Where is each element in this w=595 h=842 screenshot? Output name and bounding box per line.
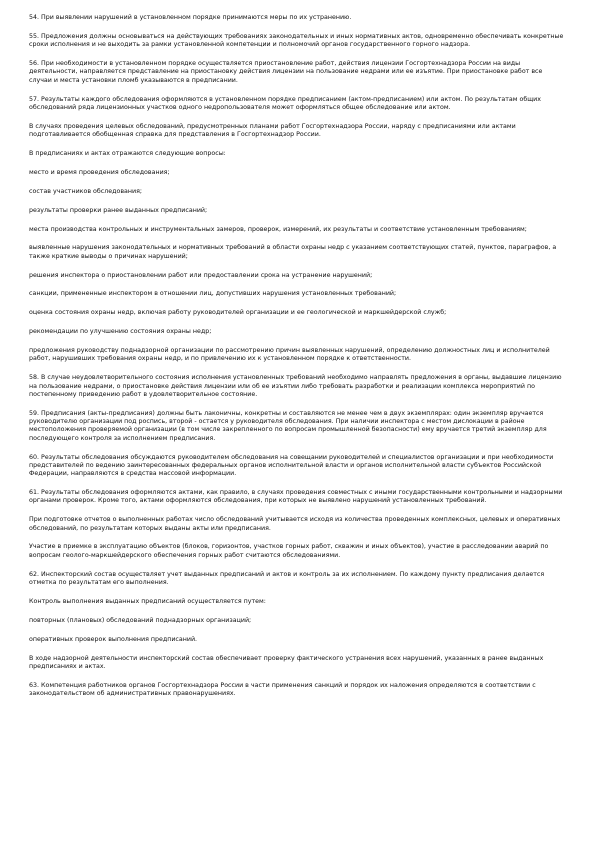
list-item-place-time: место и время проведения обследования;: [29, 168, 170, 176]
paragraph-acceptance-participation: Участие в приемке в эксплуатацию объектов (блоков, горизонтов, участков горных работ, скважин и иных объектов), участие в расследовании аварий по вопросам геолого-маркшейдерского обеспечения горных работ считаются обследованиями.: [29, 543, 549, 559]
paragraph-58: 58. В случае неудовлетворительного состояния исполнения установленных требований необходимо направлять предложения в органы, выдавшие лицензию на пользование недрами, о приостановке действия лицензии или об ее изъятии либо требовать разработки и реализации комплекса мероприятий по постепенному приведению работ в удовлетворительное состояние.: [29, 374, 562, 398]
list-item-violations: выявленные нарушения законодательных и нормативных требований в области охраны недр с указанием соответствующих статей, пунктов, параграфов, а также краткие выводы о причинах нарушений;: [29, 244, 557, 260]
document-page: [29, 14, 567, 709]
list-item-repeat-inspections: повторных (плановых) обследований поднадзорных организаций;: [29, 616, 252, 624]
list-item-operational-checks: оперативных проверок выполнения предписаний.: [29, 635, 198, 643]
paragraph-56: 56. При необходимости в установленном порядке осуществляется приостановление работ, действия лицензии Госгортехнадзора России на виды деятельности, направляется представление на приостановку действия лицензии на пользование недрами или ее изъятие. При приостановке работ все случаи и места установки пломб указываются в предписании.: [29, 60, 543, 84]
paragraph-list-intro: В предписаниях и актах отражаются следующие вопросы:: [29, 149, 226, 157]
list-item-recommendations: рекомендации по улучшению состояния охраны недр;: [29, 328, 212, 336]
list-item-assessment: оценка состояния охраны недр, включая работу руководителей организации и ее геологической и маркшейдерской служб;: [29, 309, 447, 317]
list-item-previous-results: результаты проверки ранее выданных предписаний;: [29, 206, 208, 214]
paragraph-62: 62. Инспекторский состав осуществляет учет выданных предписаний и актов и контроль за их исполнением. По каждому пункту предписания делается отметка по результатам его выполнения.: [29, 570, 545, 586]
paragraph-57: 57. Результаты каждого обследования оформляются в установленном порядке предписанием (актом-предписанием) или актом. По результатам общих обследований ряда лицензионных участков одного недропользователя может оформляться общее обследование или актом.: [29, 95, 541, 111]
paragraph-59: 59. Предписания (акты-предписания) должны быть лаконичны, конкретны и составляются не менее чем в двух экземплярах: один экземпляр вручается руководителю организации под роспись, второй - остается у руководителя обследования. При наличии инспектора с местом дислокации в районе местоположения проверяемой организации (в том числе закрепленного по вопросам промышленной безопасности) ему вручается третий экземпляр для последующего контроля за исполнением предписания.: [29, 409, 547, 442]
paragraph-control-intro: Контроль выполнения выданных предписаний осуществляется путем:: [29, 597, 266, 605]
paragraph-55: 55. Предложения должны основываться на действующих требованиях законодательных и иных нормативных актов, одновременно обеспечивать конкретные сроки исполнения и не выходить за рамки установленной компетенции и полномочий органов государственного горного надзора.: [29, 32, 564, 49]
paragraph-verification: В ходе надзорной деятельности инспекторский состав обеспечивает проверку фактического устранения всех нарушений, указанных в ранее выданных предписаниях и актах.: [29, 654, 544, 670]
paragraph-summary-reference: В случаях проведения целевых обследований, предусмотренных планами работ Госгортехнадзора России, наряду с предписаниями или актами подготавливается обобщенная справка для представления в Госгортехнадзор России.: [29, 122, 516, 139]
list-item-participants: состав участников обследования;: [29, 187, 143, 195]
paragraph-61: 61. Результаты обследования оформляются актами, как правило, в случаях проведения совместных с иными государственными контрольными и надзорными органами проверок. Кроме того, актами оформляются обследования, при которых не выявлено нарушений установленных требований.: [29, 489, 563, 505]
paragraph-54: 54. При выявлении нарушений в установленном порядке принимаются меры по их устранению.: [29, 14, 352, 21]
list-item-inspector-decisions: решения инспектора о приостановлении работ или предоставлении срока на устранение нарушений;: [29, 271, 373, 279]
list-item-measurements: места производства контрольных и инструментальных замеров, проверок, измерений, их результаты и соответствие установленным требованиям;: [29, 225, 527, 233]
paragraph-report-accounting: При подготовке отчетов о выполненных работах число обследований учитывается исходя из количества проведенных комплексных, целевых и оперативных обследований, по результатам которых выданы акты или предписания.: [29, 516, 561, 532]
paragraph-60: 60. Результаты обследования обсуждаются руководителем обследования на совещании руководителей и специалистов организации и при необходимости представителей по ведению заинтересованных федеральных органов исполнительной власти и органов исполнительной власти субъектов Российской Федерации, направляются в средства массовой информации.: [29, 453, 554, 478]
list-item-sanctions: санкции, примененные инспектором в отношении лиц, допустивших нарушения установленных требований;: [29, 290, 397, 298]
paragraph-63: 63. Компетенция работников органов Госгортехнадзора России в части применения санкций и порядок их наложения определяются в соответствии с законодательством об административных правонарушениях.: [29, 681, 536, 697]
list-item-proposals: предложения руководству поднадзорной организации по рассмотрению причин выявленных нарушений, определению должностных лиц и исполнителей работ, нарушивших требования охраны недр, и по привлечению их к установленном порядке к ответственности.: [29, 347, 550, 363]
